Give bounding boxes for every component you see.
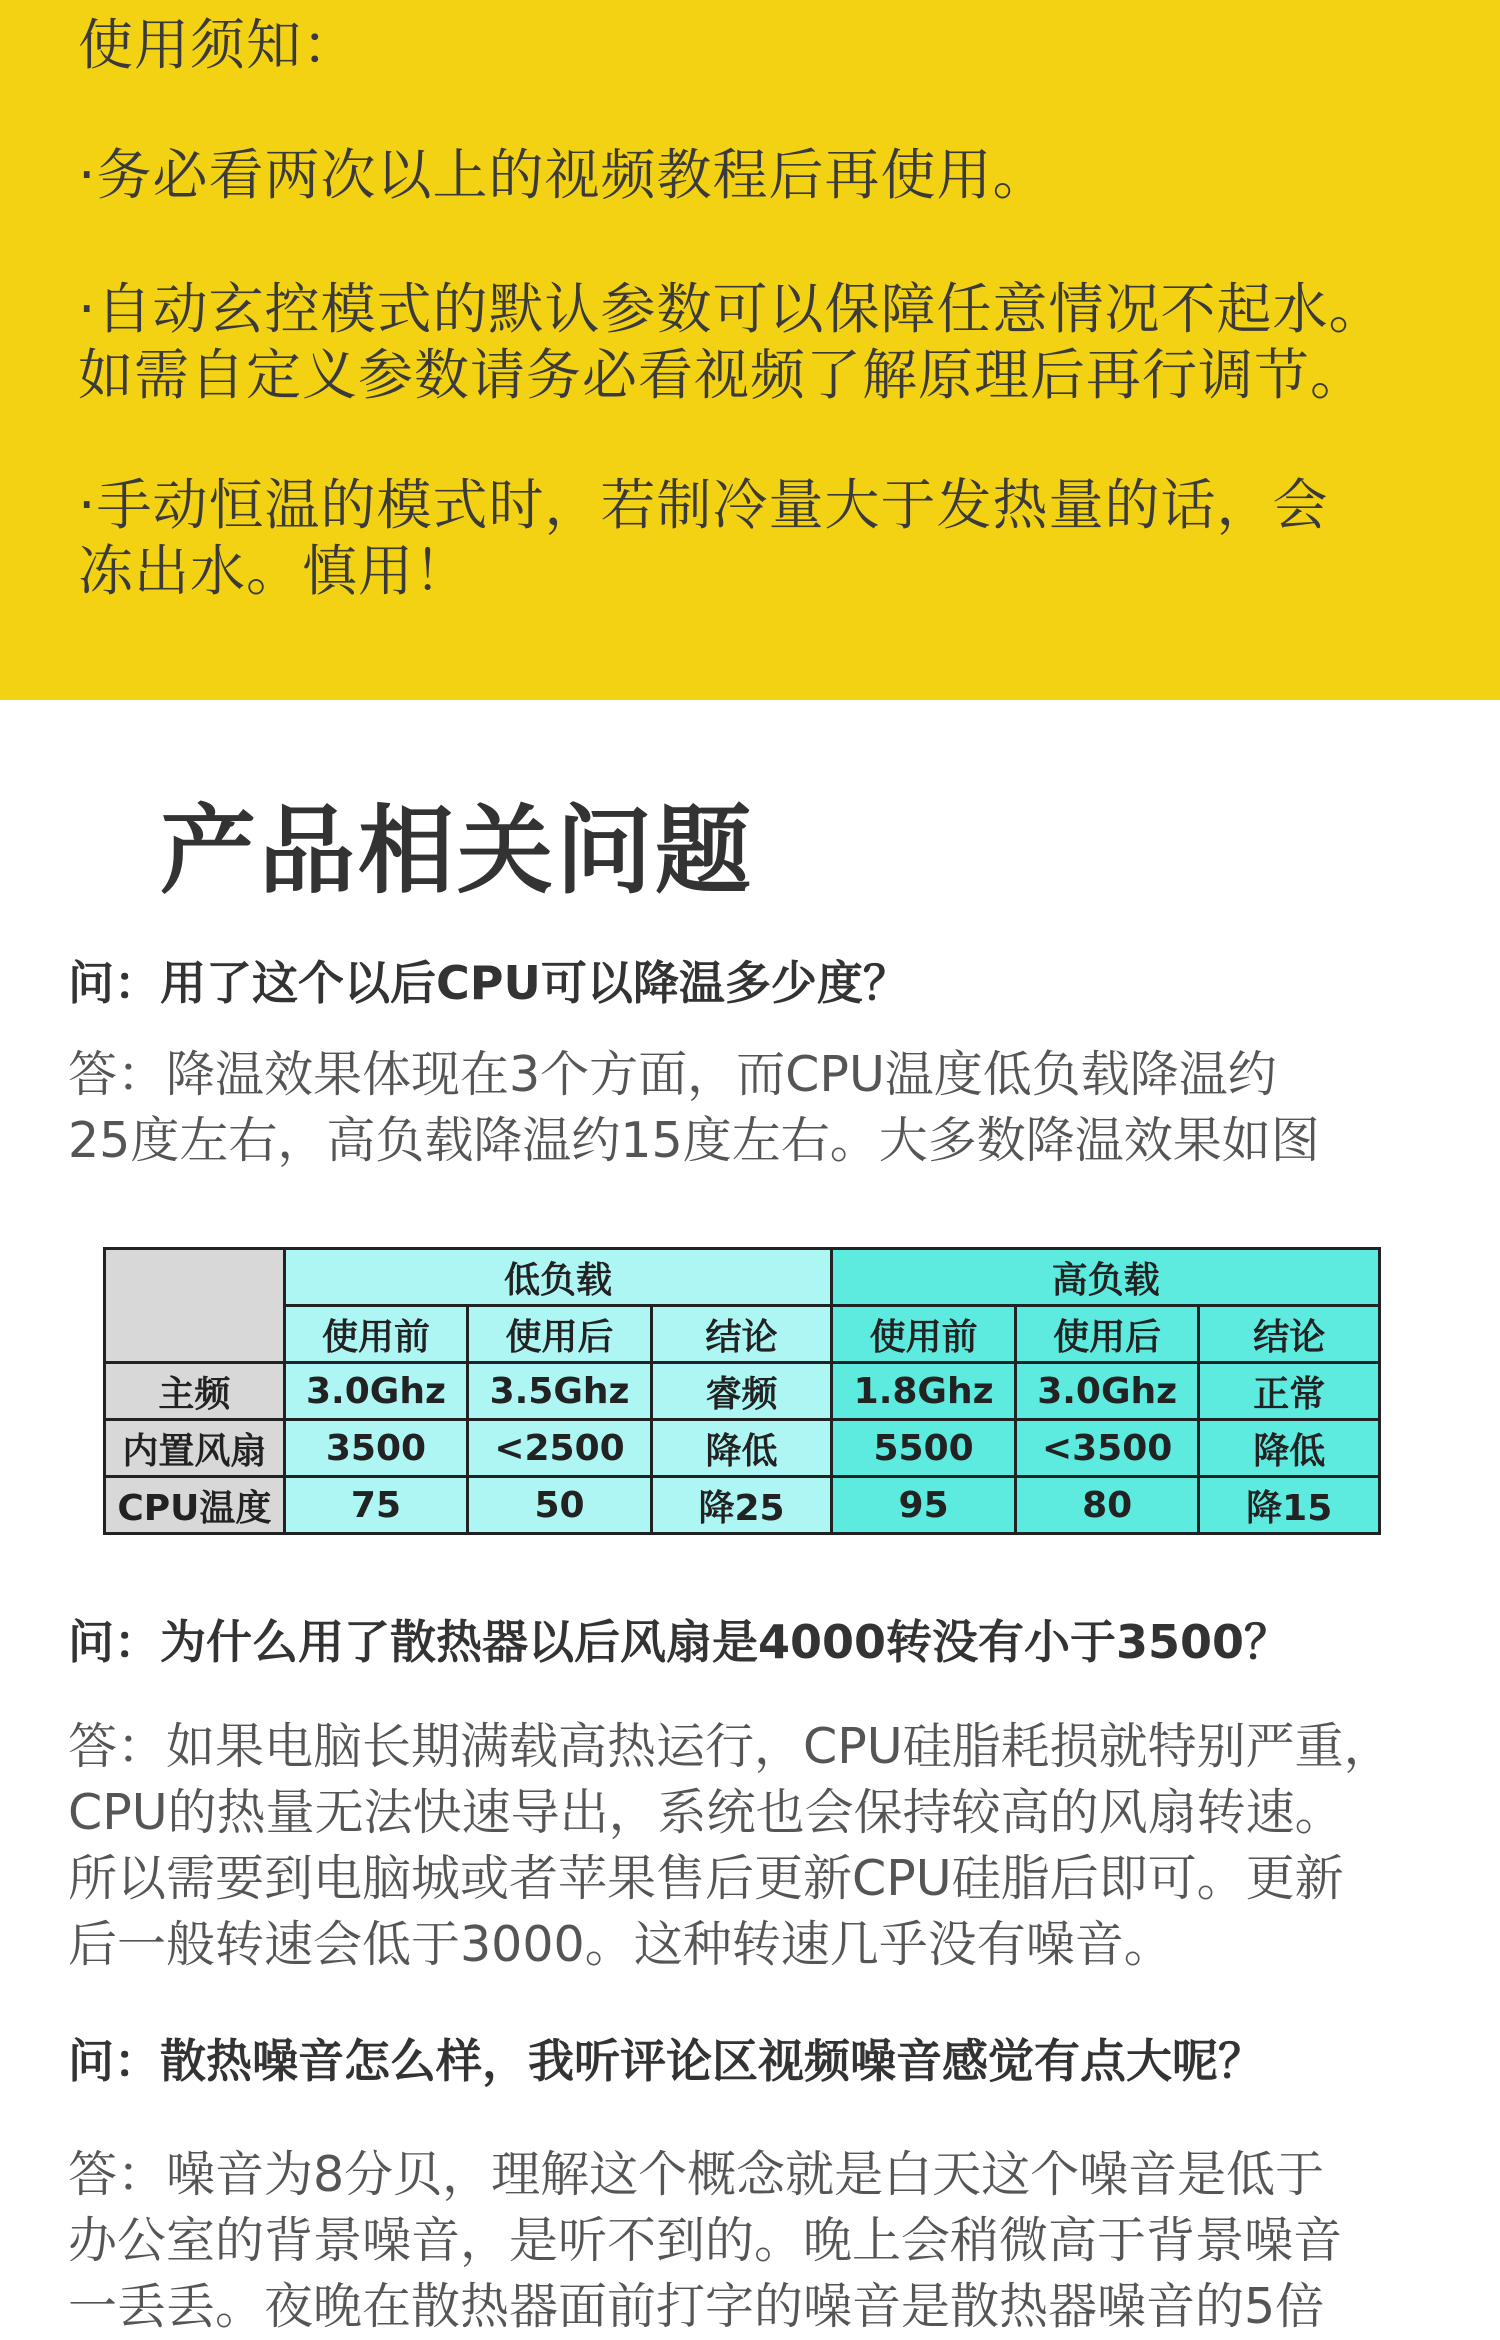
- table-subheader: 结论: [651, 1306, 832, 1363]
- table-cell: 95: [832, 1477, 1016, 1534]
- table-row: [105, 1477, 1380, 1534]
- faq-question: 问：散热噪音怎么样，我听评论区视频噪音感觉有点大呢？: [68, 2034, 1264, 2088]
- table-subheader: 使用前: [284, 1306, 468, 1363]
- faq-question: 问：为什么用了散热器以后风扇是4000转没有小于3500？: [68, 1615, 1291, 1669]
- table-cell: 75: [284, 1477, 468, 1534]
- table-subheader: 使用前: [832, 1306, 1016, 1363]
- notice-line: ·手动恒温的模式时，若制冷量大于发热量的话，会: [78, 473, 1329, 537]
- faq-answer-line: 办公室的背景噪音，是听不到的。晚上会稍微高于背景噪音: [68, 2212, 1343, 2269]
- notice-heading: 使用须知：: [78, 13, 359, 77]
- table-cell: 降25: [651, 1477, 832, 1534]
- faq-answer-line: 后一般转速会低于3000。这种转速几乎没有噪音。: [68, 1916, 1173, 1973]
- notice-line: ·务必看两次以上的视频教程后再使用。: [78, 143, 1049, 207]
- table-subheader: 使用后: [1015, 1306, 1199, 1363]
- table-cell: 3.0Ghz: [284, 1363, 468, 1420]
- row-label: 主频: [105, 1363, 285, 1420]
- faq-question: 问：用了这个以后CPU可以降温多少度？: [68, 956, 909, 1010]
- faq-answer-line: 答：降温效果体现在3个方面，而CPU温度低负载降温约: [68, 1046, 1277, 1103]
- notice-line: 冻出水。慎用！: [78, 539, 471, 603]
- table-row: [105, 1363, 1380, 1420]
- table-cell: 50: [468, 1477, 652, 1534]
- usage-notice-banner: [0, 0, 1500, 700]
- table-cell: 80: [1015, 1477, 1199, 1534]
- faq-answer-line: 所以需要到电脑城或者苹果售后更新CPU硅脂后即可。更新: [68, 1850, 1344, 1907]
- table-row: [105, 1420, 1380, 1477]
- faq-answer-line: CPU的热量无法快速导出，系统也会保持较高的风扇转速。: [68, 1784, 1344, 1841]
- table-cell: 降15: [1199, 1477, 1380, 1534]
- table-cell: 降低: [651, 1420, 832, 1477]
- table-cell: 3500: [284, 1420, 468, 1477]
- table-group-header-low: 低负载: [284, 1249, 832, 1306]
- table-cell: 3.5Ghz: [468, 1363, 652, 1420]
- table-cell: 5500: [832, 1420, 1016, 1477]
- table-subheader: 使用后: [468, 1306, 652, 1363]
- table-cell: 降低: [1199, 1420, 1380, 1477]
- notice-line: ·自动玄控模式的默认参数可以保障任意情况不起水。: [78, 277, 1385, 341]
- table-cell: 睿频: [651, 1363, 832, 1420]
- cooling-comparison-table: [103, 1247, 1381, 1535]
- table-cell: 1.8Ghz: [832, 1363, 1016, 1420]
- notice-line: 如需自定义参数请务必看视频了解原理后再行调节。: [78, 343, 1367, 407]
- table-corner-cell: [105, 1249, 285, 1363]
- section-title: 产品相关问题: [160, 795, 754, 907]
- faq-answer-line: 25度左右，高负载降温约15度左右。大多数降温效果如图: [68, 1112, 1320, 1169]
- table-cell: 正常: [1199, 1363, 1380, 1420]
- table-cell: <3500: [1015, 1420, 1199, 1477]
- table-group-header-high: 高负载: [832, 1249, 1380, 1306]
- faq-answer-line: 答：噪音为8分贝，理解这个概念就是白天这个噪音是低于: [68, 2146, 1325, 2203]
- table-cell: <2500: [468, 1420, 652, 1477]
- table-subheader: 结论: [1199, 1306, 1380, 1363]
- row-label: 内置风扇: [105, 1420, 285, 1477]
- table-cell: 3.0Ghz: [1015, 1363, 1199, 1420]
- faq-answer-line: 一丢丢。夜晚在散热器面前打字的噪音是散热器噪音的5倍: [68, 2278, 1325, 2335]
- row-label: CPU温度: [105, 1477, 285, 1534]
- faq-answer-line: 答：如果电脑长期满载高热运行，CPU硅脂耗损就特别严重，: [68, 1718, 1393, 1775]
